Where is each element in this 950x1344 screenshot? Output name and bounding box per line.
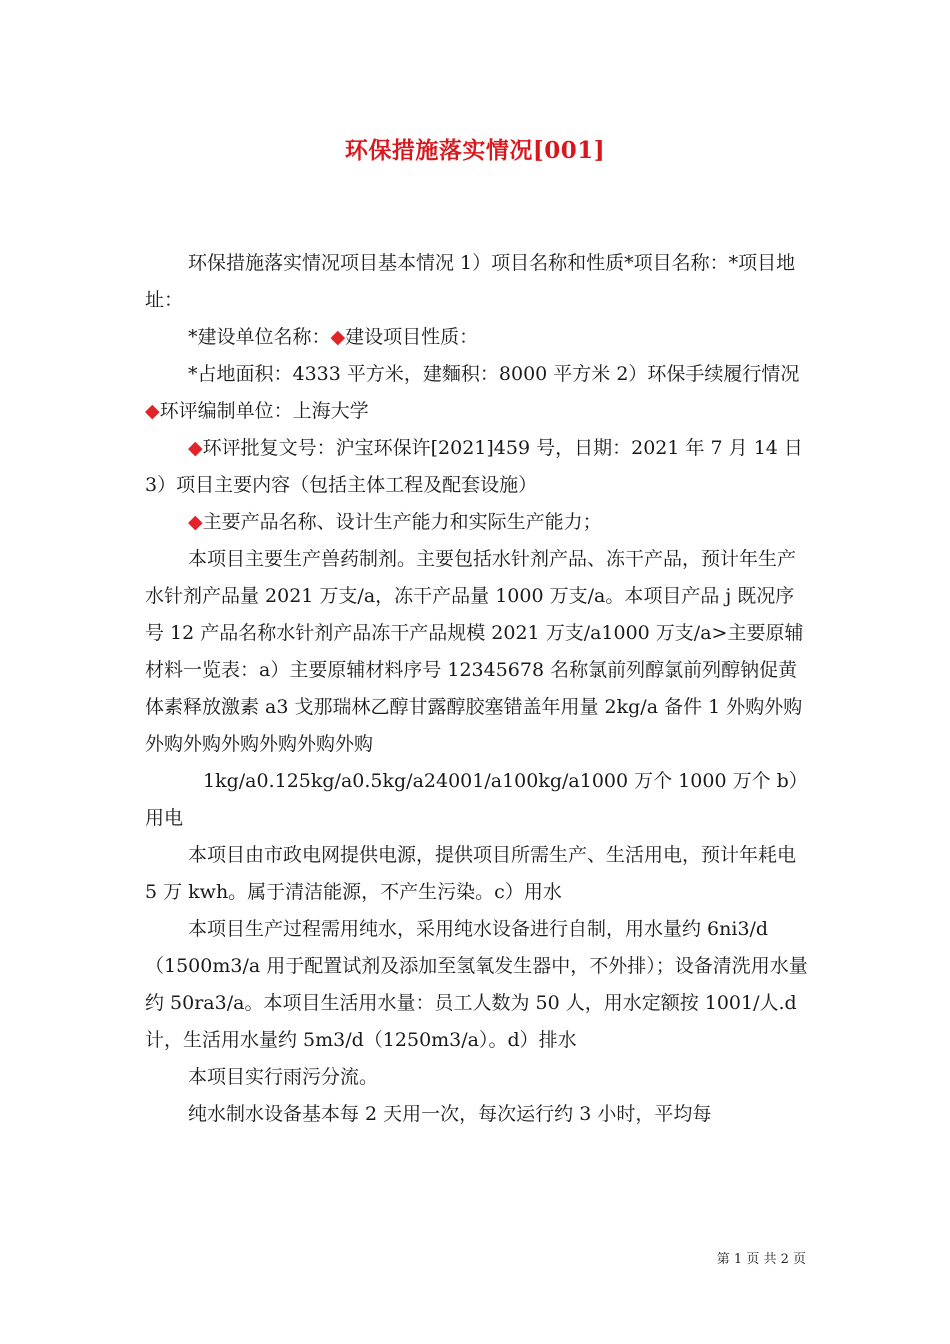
- paragraph-10: 本项目实行雨污分流。: [188, 1066, 379, 1088]
- paragraph-6: 本项目主要生产兽药制剂。主要包括水针剂产品、冻干产品，预计年生产水针剂产品量 2021 万支/a，冻干产品量 1000 万支/a。本项目产品 j 既况序号 12 产品名称水针剂产品冻干产品规模 2021 万支/a1000 万支/a>主要原辅材料一览表：a）主要原辅材料序号 12345678 名称氯前列醇氯前列醇钠促黄体素释放激素 a3 戈那瑞林乙醇甘露醇胶塞错盖年用量 2kg/a 备件 1 外购外购外购外购外购外购外购外购: [145, 548, 804, 755]
- diamond-bullet-icon: ◆: [330, 326, 346, 348]
- paragraph-9: 本项目生产过程需用纯水，采用纯水设备进行自制，用水量约 6ni3/d（1500m3/a 用于配置试剂及添加至氢氧发生器中，不外排）；设备清洗用水量约 50ra3/a。本项目生活用水量：员工人数为 50 人，用水定额按 1001/人.d 计，生活用水量约 5m3/d（1250m3/a）。d）排水: [145, 918, 808, 1051]
- document-title: 环保措施落实情况[001]: [344, 137, 606, 164]
- diamond-bullet-icon: ◆: [188, 437, 203, 459]
- paragraph-11: 纯水制水设备基本每 2 天用一次，每次运行约 3 小时，平均每: [188, 1103, 712, 1125]
- paragraph-2: *建设单位名称：◆建设项目性质：: [188, 326, 479, 348]
- paragraph-8: 本项目由市政电网提供电源，提供项目所需生产、生活用电，预计年耗电 5 万 kwh。属于清洁能源，不产生污染。c）用水: [145, 844, 797, 903]
- paragraph-1: 环保措施落实情况项目基本情况 1）项目名称和性质*项目名称：*项目地址：: [145, 252, 796, 311]
- page-number: 第 1 页 共 2 页: [716, 1252, 806, 1267]
- diamond-bullet-icon: ◆: [145, 400, 160, 422]
- paragraph-4: ◆环评批复文号：沪宝环保许[2021]459 号，日期：2021 年 7 月 14 日 3）项目主要内容（包括主体工程及配套设施）: [145, 437, 803, 496]
- paragraph-5: ◆主要产品名称、设计生产能力和实际生产能力；: [188, 511, 602, 533]
- paragraph-7: 1kg/a0.125kg/a0.5kg/a24001/a100kg/a1000 万个 1000 万个 b）用电: [145, 770, 808, 829]
- document-body: [145, 245, 813, 1133]
- paragraph-3: *占地面积：4333 平方米，建麵积：8000 平方米 2）环保手续履行情况◆环评编制单位：上海大学: [145, 363, 800, 422]
- diamond-bullet-icon: ◆: [188, 511, 203, 533]
